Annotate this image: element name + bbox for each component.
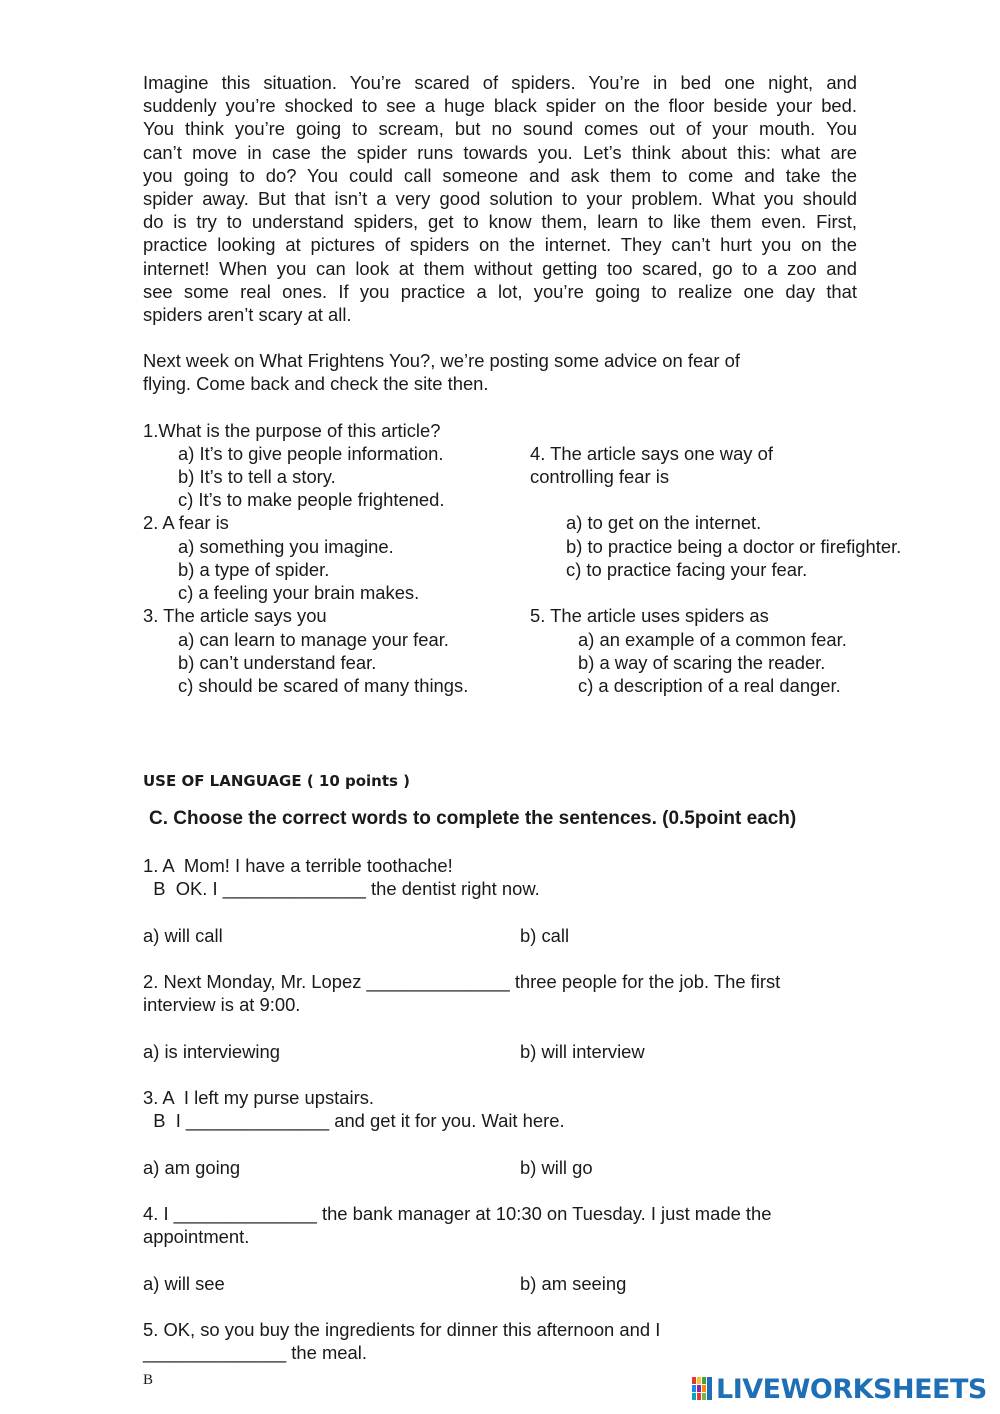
question-4-option-b: b) to practice being a doctor or firefighter. <box>566 536 902 557</box>
question-5-stem: 5. The article uses spiders as <box>530 605 769 626</box>
question-3-stem: 3. The article says you <box>143 605 327 626</box>
paragraph-line: suddenly you’re shocked to see a huge black spider on the floor beside your bed. <box>143 95 857 117</box>
grammar-1-option-a: a) will call <box>143 925 223 946</box>
question-5-option-b: b) a way of scaring the reader. <box>578 652 826 673</box>
paragraph-line: practice looking at pictures of spiders on the internet. They can’t hurt you on the <box>143 234 857 256</box>
reading-paragraph-2-line-1: Next week on What Frightens You?, we’re posting some advice on fear of <box>143 350 741 371</box>
paragraph-line: You think you’re going to scream, but no sound comes out of your mouth. You <box>143 118 857 140</box>
paragraph-line: do is try to understand spiders, get to know them, learn to like them even. First, <box>143 211 857 233</box>
liveworksheets-logo <box>692 1374 987 1404</box>
grammar-2-line-1: 2. Next Monday, Mr. Lopez ______________ three people for the job. The first <box>143 971 781 992</box>
grammar-1-option-b: b) call <box>520 925 570 946</box>
paragraph-line: internet! When you can look at them without getting too scared, go to a zoo and <box>143 257 857 279</box>
question-2-stem: 2. A fear is <box>143 512 229 533</box>
question-1-stem: 1.What is the purpose of this article? <box>143 420 441 441</box>
question-1-option-b: b) It’s to tell a story. <box>178 466 336 487</box>
question-1-option-c: c) It’s to make people frightened. <box>178 489 445 510</box>
grammar-3-option-b: b) will go <box>520 1157 593 1178</box>
grammar-4-line-2: appointment. <box>143 1226 250 1247</box>
page-letter: B <box>143 1372 154 1388</box>
grammar-3-line-1: 3. A I left my purse upstairs. <box>143 1087 375 1108</box>
question-3-option-a: a) can learn to manage your fear. <box>178 629 449 650</box>
question-5-option-c: c) a description of a real danger. <box>578 675 841 696</box>
grammar-4-line-1: 4. I ______________ the bank manager at 10:30 on Tuesday. I just made the <box>143 1203 772 1224</box>
grammar-3-option-a: a) am going <box>143 1157 241 1178</box>
question-4-option-c: c) to practice facing your fear. <box>566 559 808 580</box>
paragraph-line: Imagine this situation. You’re scared of spiders. You’re in bed one night, and <box>143 72 857 93</box>
grammar-1-line-2: B OK. I ______________ the dentist right now. <box>143 878 540 899</box>
section-title: USE OF LANGUAGE ( 10 points ) <box>143 772 411 790</box>
grammar-4-option-b: b) am seeing <box>520 1273 627 1294</box>
question-5-option-a: a) an example of a common fear. <box>578 629 847 650</box>
grammar-4-option-a: a) will see <box>143 1273 225 1294</box>
question-2-option-c: c) a feeling your brain makes. <box>178 582 420 603</box>
grammar-2-option-b: b) will interview <box>520 1041 645 1062</box>
paragraph-line: you going to do? You could call someone and ask them to come and take the <box>143 164 857 186</box>
question-3-option-b: b) can’t understand fear. <box>178 652 377 673</box>
question-2-option-a: a) something you imagine. <box>178 536 394 557</box>
section-instruction: C. Choose the correct words to complete the sentences. (0.5point each) <box>149 808 797 829</box>
grammar-2-line-2: interview is at 9:00. <box>143 994 301 1015</box>
question-4-stem-line-1: 4. The article says one way of <box>530 443 773 464</box>
grammar-2-option-a: a) is interviewing <box>143 1041 280 1062</box>
grammar-5-line-2: ______________ the meal. <box>143 1342 367 1363</box>
paragraph-line: can’t move in case the spider runs towards you. Let’s think about this: what are <box>143 141 857 163</box>
reading-paragraph-2-line-2: flying. Come back and check the site then. <box>143 373 489 394</box>
grammar-5-line-1: 5. OK, so you buy the ingredients for dinner this afternoon and I <box>143 1319 661 1340</box>
question-2-option-b: b) a type of spider. <box>178 559 330 580</box>
reading-paragraph-1 <box>143 71 857 326</box>
question-4-option-a: a) to get on the internet. <box>566 512 762 533</box>
grammar-3-line-2: B I ______________ and get it for you. Wait here. <box>143 1110 565 1131</box>
paragraph-line: see some real ones. If you practice a lot, you’re going to realize one day that <box>143 280 857 302</box>
paragraph-line: spiders aren’t scary at all. <box>143 303 352 325</box>
question-3-option-c: c) should be scared of many things. <box>178 675 469 696</box>
liveworksheets-logo-text: LIVEWORKSHEETS <box>716 1373 987 1405</box>
liveworksheets-logo-icon <box>692 1375 714 1403</box>
grammar-1-line-1: 1. A Mom! I have a terrible toothache! <box>143 855 453 876</box>
question-4-stem-line-2: controlling fear is <box>530 466 670 487</box>
paragraph-line: spider away. But that isn’t a very good solution to your problem. What you should <box>143 187 857 209</box>
question-1-option-a: a) It’s to give people information. <box>178 443 444 464</box>
